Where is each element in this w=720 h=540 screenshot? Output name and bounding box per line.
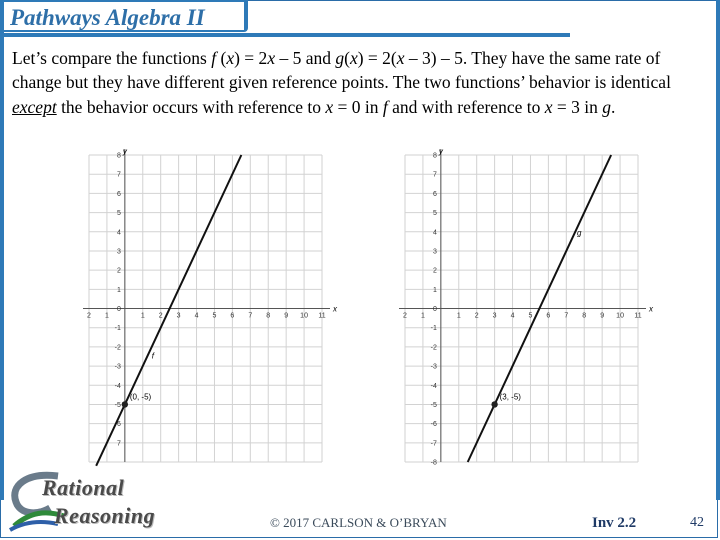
intro-text: – 5 and [275,48,336,68]
y-tick-label: -1 [430,325,437,333]
intro-x: x [544,96,553,117]
x-tick-label: 3 [176,312,181,320]
x-tick-label: 11 [634,312,642,320]
y-axis-label: y [122,147,127,156]
reference-point [491,401,497,407]
y-axis-label: y [438,147,443,156]
x-tick-label: 7 [248,312,253,320]
intro-text: Let’s compare the functions [12,48,212,68]
x-tick-label: 10 [616,312,624,320]
x-axis-label: x [649,304,653,314]
y-tick-label: 0 [116,306,121,313]
y-tick-label: -5 [430,401,437,409]
intro-text: ) = 2( [357,48,397,68]
y-tick-label: 8 [432,152,437,160]
title-banner [0,0,248,32]
y-tick-label: 6 [432,190,437,198]
x-axis-label: x [333,304,337,314]
page-number: 42 [690,515,704,530]
y-tick-label: 6 [116,421,121,429]
intro-f: f [211,48,217,68]
reference-point [122,401,128,407]
title-underline [0,33,570,37]
x-tick-label: 2 [474,312,479,320]
intro-f: f [382,96,388,117]
right-accent-bar [716,0,720,500]
y-tick-label: -4 [430,382,437,390]
y-tick-label: -2 [114,344,121,352]
investigation-label: Inv 2.2 [592,515,637,531]
x-tick-label: 4 [510,312,515,320]
y-tick-label: -8 [430,459,437,467]
function-label: f [151,351,154,361]
logo-word-rational: Rational [42,475,125,500]
rational-reasoning-logo [6,468,178,534]
x-tick-label: 7 [564,312,569,320]
logo-word-reasoning: Reasoning [54,503,156,528]
x-tick-label: 9 [284,312,289,320]
y-tick-label: 1 [116,286,121,294]
intro-paragraph [12,46,712,119]
reference-point-label: (0, -5) [129,392,152,402]
x-tick-label: 9 [600,312,605,320]
y-tick-label: -4 [114,382,121,390]
y-tick-label: 1 [432,286,437,294]
y-tick-label: 5 [432,210,437,218]
y-tick-label: 6 [116,190,121,198]
copyright: © 2017 CARLSON & O’BRYAN [270,515,447,530]
y-tick-label: 0 [432,306,437,313]
y-tick-label: 7 [432,171,437,179]
y-tick-label: 5 [116,210,121,218]
x-tick-label: 3 [492,312,497,320]
y-tick-label: -1 [114,325,121,333]
y-tick-label: 7 [116,440,121,448]
intro-text: . [610,96,616,117]
y-tick-label: -6 [430,421,437,429]
intro-g: g [602,96,611,117]
x-tick-label: 5 [528,312,533,320]
intro-g: g [335,48,345,68]
graph-g [393,147,658,467]
function-label: g [577,228,582,238]
y-tick-label: 7 [116,171,121,179]
x-tick-label: 5 [212,312,217,320]
x-tick-label: 2 [158,312,163,320]
y-tick-label: -2 [430,344,437,352]
y-tick-label: 4 [432,229,437,237]
x-tick-label: 8 [266,312,271,320]
intro-text: = 3 in [552,96,603,117]
intro-x: x [325,96,334,117]
title-banner-inner [4,2,244,30]
x-tick-label: 6 [546,312,551,320]
intro-text: the behavior occurs with reference to [56,96,326,117]
y-tick-label: 2 [116,267,121,275]
x-tick-label: 4 [194,312,199,320]
x-tick-label: 1 [140,312,145,320]
y-tick-label: 8 [116,152,121,160]
left-accent-bar [0,0,4,500]
intro-text: ( [216,48,227,68]
intro-x: x [226,48,235,68]
x-tick-label: 2 [87,312,91,320]
reference-point-label: (3, -5) [499,392,521,402]
intro-x: x [349,48,358,68]
intro-x: x [396,48,405,68]
y-tick-label: -5 [114,401,121,409]
page-title: Pathways Algebra II [10,5,205,30]
x-tick-label: 8 [582,312,587,320]
x-tick-label: 1 [420,312,425,320]
intro-text: ( [344,48,350,68]
x-tick-label: 1 [104,312,109,320]
y-tick-label: 2 [432,267,437,275]
x-tick-label: 10 [300,312,308,320]
y-tick-label: -7 [430,440,437,448]
y-tick-label: 4 [116,229,121,237]
intro-text: – 3) – 5. They have the same rate of change but they have different given reference points. The two functions’ behavior is identical [12,48,671,93]
y-tick-label: -3 [114,363,121,371]
intro-text: ) = 2 [234,48,268,68]
graph-f [77,147,342,467]
intro-x: x [267,48,276,68]
intro-except: except [12,96,57,117]
intro-text: = 0 in [333,96,383,117]
y-tick-label: -3 [430,363,437,371]
intro-text: and with reference to [387,96,545,117]
y-tick-label: 3 [432,248,437,256]
x-tick-label: 2 [403,312,407,320]
x-tick-label: 6 [230,312,235,320]
x-tick-label: 11 [318,312,326,320]
y-tick-label: 3 [116,248,121,256]
x-tick-label: 1 [456,312,461,320]
